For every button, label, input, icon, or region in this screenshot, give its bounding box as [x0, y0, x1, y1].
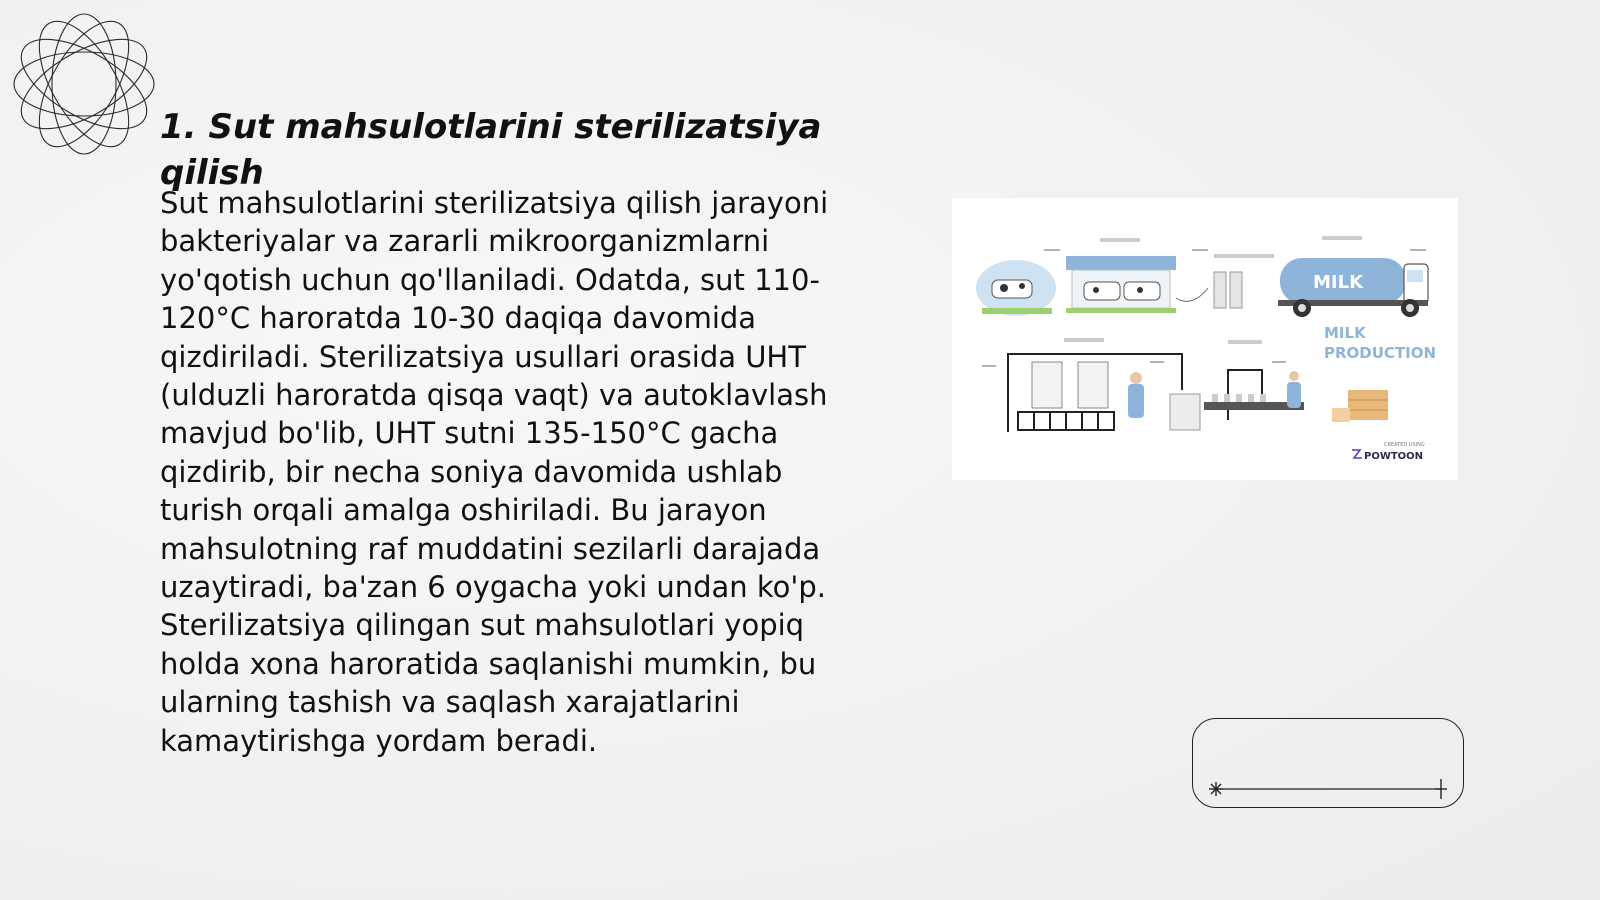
watermark-small: CREATED USING: [1384, 442, 1425, 448]
decorative-circles: [8, 8, 160, 160]
sparkle-icon: [1209, 782, 1223, 796]
slide-title: 1. Sut mahsulotlarini sterilizatsiya qilish: [160, 107, 822, 193]
svg-text:MILK: MILK: [1312, 272, 1364, 293]
timeline-decoration: [1192, 718, 1464, 808]
illustration-caption-line1: MILK: [1324, 324, 1366, 342]
slide-body-text: Sut mahsulotlarini sterilizatsiya qilish jarayoni bakteriyalar va zararli mikroorganizmlarni yo'qotish uchun qo'llaniladi. Odatda, sut 110-120°C haroratda 10-30 daqiqa davomida qizdiriladi. Sterilizatsiya usullari orasida UHT (ulduzli haroratda qisqa vaqt) va autoklavlash mavjud bo'lib, UHT sutni 135-150°C gacha qizdirib, bir necha soniya davomida ushlab turish orqali amalga oshiriladi. Bu jarayon mahsulotning raf muddatini sezilarli darajada uzaytiradi, ba'zan 6 oygacha yoki undan ko'p. Sterilizatsiya qilingan sut mahsulotlari yopiq holda xona haroratida saqlanishi mumkin, bu ularning tashish va saqlash xarajatlarini kamaytirishga yordam beradi.: [160, 186, 829, 758]
illustration-caption-line2: PRODUCTION: [1324, 344, 1437, 362]
milk-production-illustration: [952, 198, 1458, 480]
star-marker-icon: [1435, 779, 1447, 799]
powtoon-watermark: POWTOON: [1364, 451, 1424, 462]
cow-pasture-icon: [976, 260, 1056, 316]
